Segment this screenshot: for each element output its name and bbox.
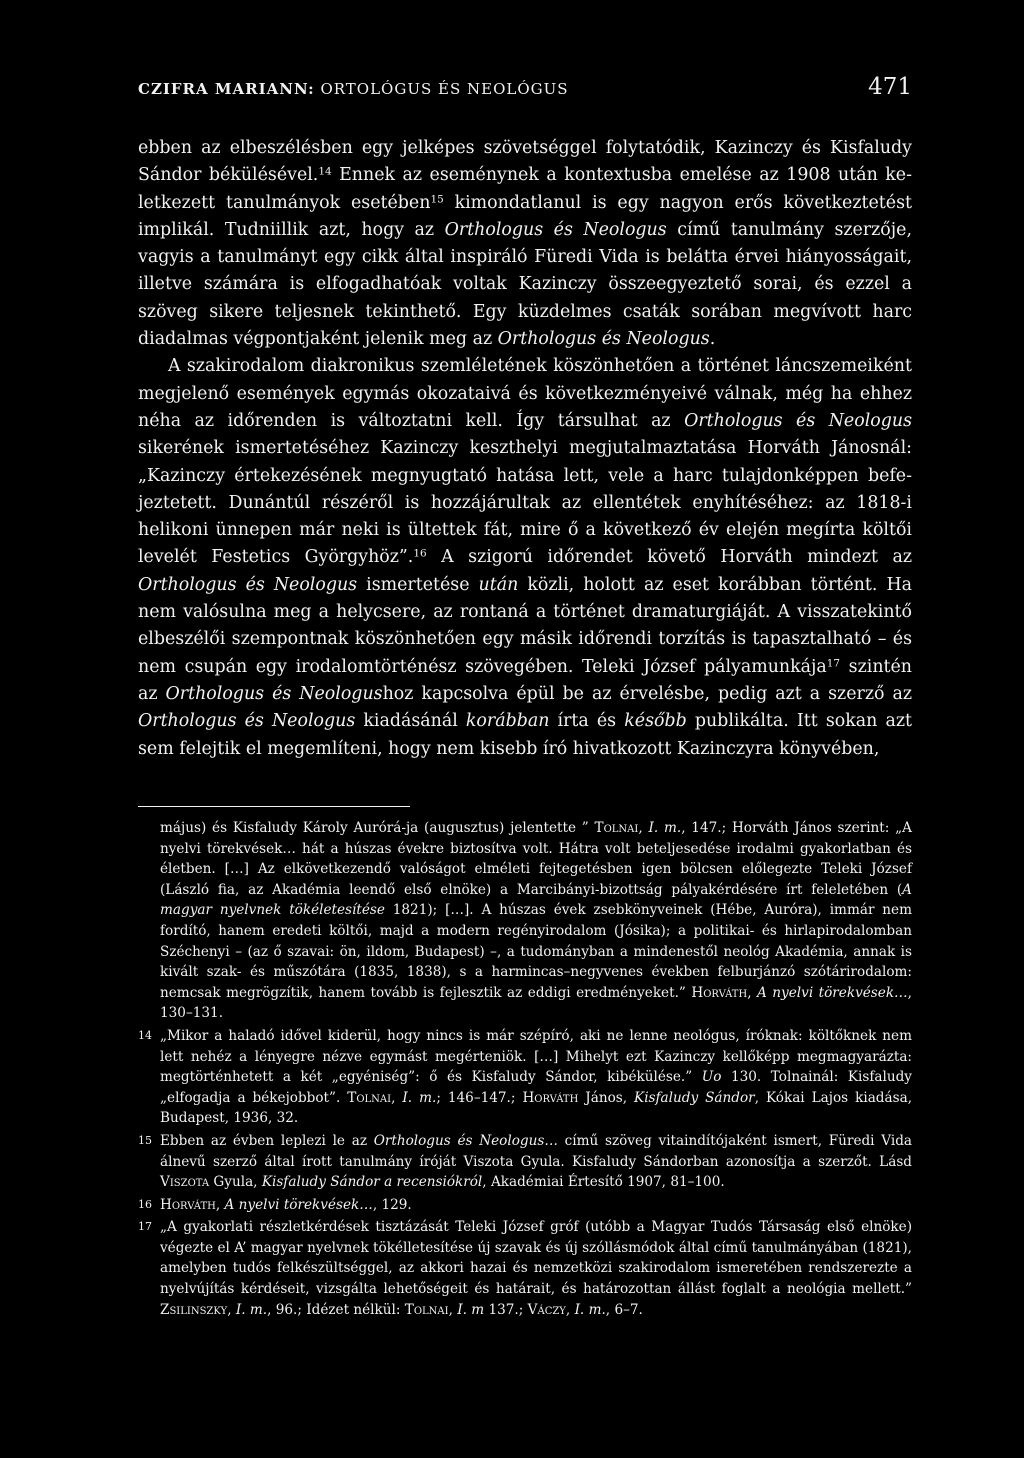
work-title: Orthologus és Neologus [138,574,358,595]
text: sikerének ismertetéséhez Kazinczy keszthelyi megjutalmaztatása Horváth Jánosnál: „Kazinczy értekezésének megnyugtató hatása lett, vele a harc tulajdonképpen befejeztetett. Dunántúl részéről is hozzájárultak az ellentétek enyhítéséhez: az 1818-i helikoni ünnepen már neki is ültettek fát, mire ő a következő év elején megírta költői levelét Festetics Györgyhöz”. [138,438,912,568]
running-head [138,80,569,98]
work-title: A magyar nyelvnek tökéletesítése [160,881,912,919]
header-author: CZIFRA MARIANN: [138,80,315,98]
text: , [638,820,649,836]
author-name: Tolnai [404,1301,449,1318]
footnote-ref-14: 14 [318,165,332,178]
footnote-divider [138,806,410,807]
footnote-continuation [138,818,912,1024]
text: , [747,984,757,1001]
text: írta és [549,711,625,732]
author-name: Tolnai [594,820,639,836]
emphasis: korábban [465,711,550,732]
citation-abbr: I. m [457,1301,485,1318]
text: szintén az [138,656,913,704]
footnote-16 [138,1195,912,1216]
citation-abbr: I. m. [648,820,682,836]
text: május) és Kisfaludy Károly Aurórá-ja (augusztus) jelentette ” [160,820,595,836]
footnote-17 [138,1217,912,1320]
footnote-number: 15 [138,1133,152,1147]
footnote-ref-16: 16 [413,547,427,560]
work-title: A nyelvi törekvések… [224,1196,373,1213]
text: ebben az elbeszélésben egy jelképes szövetséggel folytatódik, Kazinczy és Kisfaludy Sándor békülésével. [138,138,912,186]
text: , [391,1089,403,1106]
text: , [448,1301,458,1318]
author-name: Tolnai [347,1089,392,1106]
footnote-ref-17: 17 [826,656,841,669]
text: Ebben az évben leplezi le az [160,1132,374,1149]
author-name: Zsilinszky [160,1301,228,1318]
citation-abbr: I. m. [574,1301,606,1318]
work-title: Orthologus és Neologus [497,329,710,350]
text: , 147.; Horváth János szerint: „A nyelvi törekvések… hát a húszas évekre biztosítva volt. Hátra volt beteljesedése irodalmi gyakorlatban és életben. […] Az elkövetkezendő valóságot elméleti fejtegetésben igen bölcsen előlegezte Teleki József (László fia, az Akadémia leendő első elnöke) a Marcibányi-bizottság pályakérdésére írt feleletében ( [160,820,913,898]
text: , 96.; Idézet nélkül: [267,1301,405,1318]
author-name: Horváth [691,984,748,1001]
work-title: Orthologus és Neologus [165,683,383,704]
text: A szakirodalom diakronikus szemléletének köszönhetően a történet láncszemeiként megjelenő események egymás okozataivá és következményeivé válnak, még ha ehhez néha az időrenden is változtatni kell. Így társulhat az [138,356,912,431]
author-name: Viszota [160,1174,210,1191]
text: „Mikor a haladó idővel kiderül, hogy nincs is már szépíró, aki ne lenne neológus, íróknak: költőknek nem lett nehéz a lényegre nézve egymást megérteniök. […] Mihelyt ezt Kazinczy kellőképp megmagyarázta: megtörténhetett a két „egyéniség”: ő és Kisfaludy Sándor, kibékülése.” [160,1027,912,1086]
citation-abbr: Uo [701,1069,722,1086]
text: című szöveg vitaindítójaként ismert, Füredi Vida álnevű szerző által írott tanulmány íróját Viszota Gyula. Kisfaludy Sándorban azonosítja a szerzőt. Lásd [160,1132,913,1170]
footnote-number: 16 [138,1197,152,1211]
paragraph-2 [138,353,912,762]
text: 1821); […]. A húszas évek zsebkönyveinek (Hébe, Auróra), immár nem fordító, hanem eredeti költői, majd a modern regényirodalom (Jósika); a politikai- és hirlapirodalomban Széchenyi – (az ő szavai: ön, ildom, Budapest) –, a tudományban a mindenestől neológ Akadémia, annak is kivált szak- és műszótára (1835, 1838), s a harmincas–negyvenes években felburjánzó szótárirodalom: nemcsak megrögzítik, hanem tovább is fejlesztik az eddigi eredményeket.” [160,902,912,1001]
text: , [565,1301,575,1318]
work-title: A nyelvi törekvések… [757,984,908,1001]
text: kiadásánál [355,711,466,732]
author-name: Váczy [527,1301,566,1318]
text: Gyula, [209,1174,262,1191]
work-title: Kisfaludy Sándor a recensiókról [261,1174,483,1191]
text: című tanulmány szerzője, vagyis a tanulmányt egy cikk által inspiráló Füredi Vida is belátta érvei hiányosságait, illetve számára is elfogadhatóak voltak Kazinczy összeegyeztető sorai, és ezzel a szöveg sikere teljesnek tekinthető. Egy küzdelmes csaták sorában megvívott harc diadalmas végpontjaként jelenik meg az [138,219,912,350]
work-title: Orthologus és Neologus [684,410,912,431]
work-title: Orthologus és Neologus [444,219,667,240]
text: , Akadémiai Értesítő 1907, 81–100. [482,1174,725,1191]
citation-abbr: I. m. [402,1089,437,1106]
text: hoz kapcsolva épül be az érvelésbe, pedig azt a szerző az [382,683,912,704]
footnote-number: 14 [138,1028,152,1042]
footnotes [138,818,912,1320]
text: ismertetése [357,574,479,595]
author-name: Horváth [160,1196,216,1213]
citation-abbr: I. m. [235,1301,268,1318]
text: „A gyakorlati részletkérdések tisztázását Teleki József gróf (utóbb a Magyar Tudós Társaság első elnöke) végezte el A’ magyar nyelvnek tökélletesítése új szavak és új szóllásmódok által című tanulmányában (1821), amelyben tudós felkészültséggel, az akkori hazai és nemzetközi szakirodalom ismeretében rendszerezte a nyelvújítás kérdéseit, vizsgálta lehetőségeit és határait, és határozottan állást foglalt a neológia mellett.” [160,1219,912,1298]
text: 130. Tolnainál: Kisfaludy „elfogadja a békejobbot”. [160,1069,912,1106]
text: , 130–131. [160,984,912,1022]
text: János, [578,1089,635,1106]
text: . [709,329,716,350]
body-text [138,135,912,763]
author-name: Horváth [522,1089,579,1106]
text: Ennek az eseménynek a kontextusba emelése az 1908 után keletkezett tanulmányok esetében [138,165,912,213]
text: kimondatlanul is egy nagyon erős következtetést implikál. Tudniillik azt, hogy az [138,192,912,240]
page-number: 471 [868,74,912,100]
text: , Kókai Lajos kiadása, Budapest, 1936, 32. [160,1089,913,1127]
emphasis: később [624,711,687,732]
text: , [215,1196,225,1213]
paragraph-1 [138,135,912,353]
text: , 129. [372,1196,412,1213]
footnote-15 [138,1131,912,1193]
work-title: Orthologus és Neologus [138,711,356,732]
text: publikálta. Itt sokan azt sem felejtik el megemlíteni, hogy nem kisebb író hivatkozott Kazinczyra könyvében, [138,711,913,759]
text: , 6–7. [605,1301,643,1318]
work-title: Kisfaludy Sándor [634,1089,755,1106]
text: közli, holott az eset korábban történt. Ha nem valósulna meg a helycsere, az rontaná a történet dramaturgiáját. A visszatekintő elbeszélői szempontnak köszönhetően egy másik időrendi torzítás is tapasztalható – és nem csupán egy irodalomtörténész szövegében. Teleki József pályamunkája [138,574,912,677]
header-title: ORTOLÓGUS ÉS NEOLÓGUS [320,80,569,98]
text: A szigorú időrendet követő Horváth mindezt az [426,547,912,568]
text: 137.; [484,1301,528,1318]
footnote-ref-15: 15 [430,192,444,205]
work-title: Orthologus és Neologus… [373,1132,558,1149]
text: , [227,1301,236,1318]
emphasis: után [478,574,519,595]
footnote-number: 17 [138,1220,152,1234]
text: ; 146–147.; [436,1089,523,1106]
footnote-14 [138,1026,912,1129]
running-header [138,74,912,104]
